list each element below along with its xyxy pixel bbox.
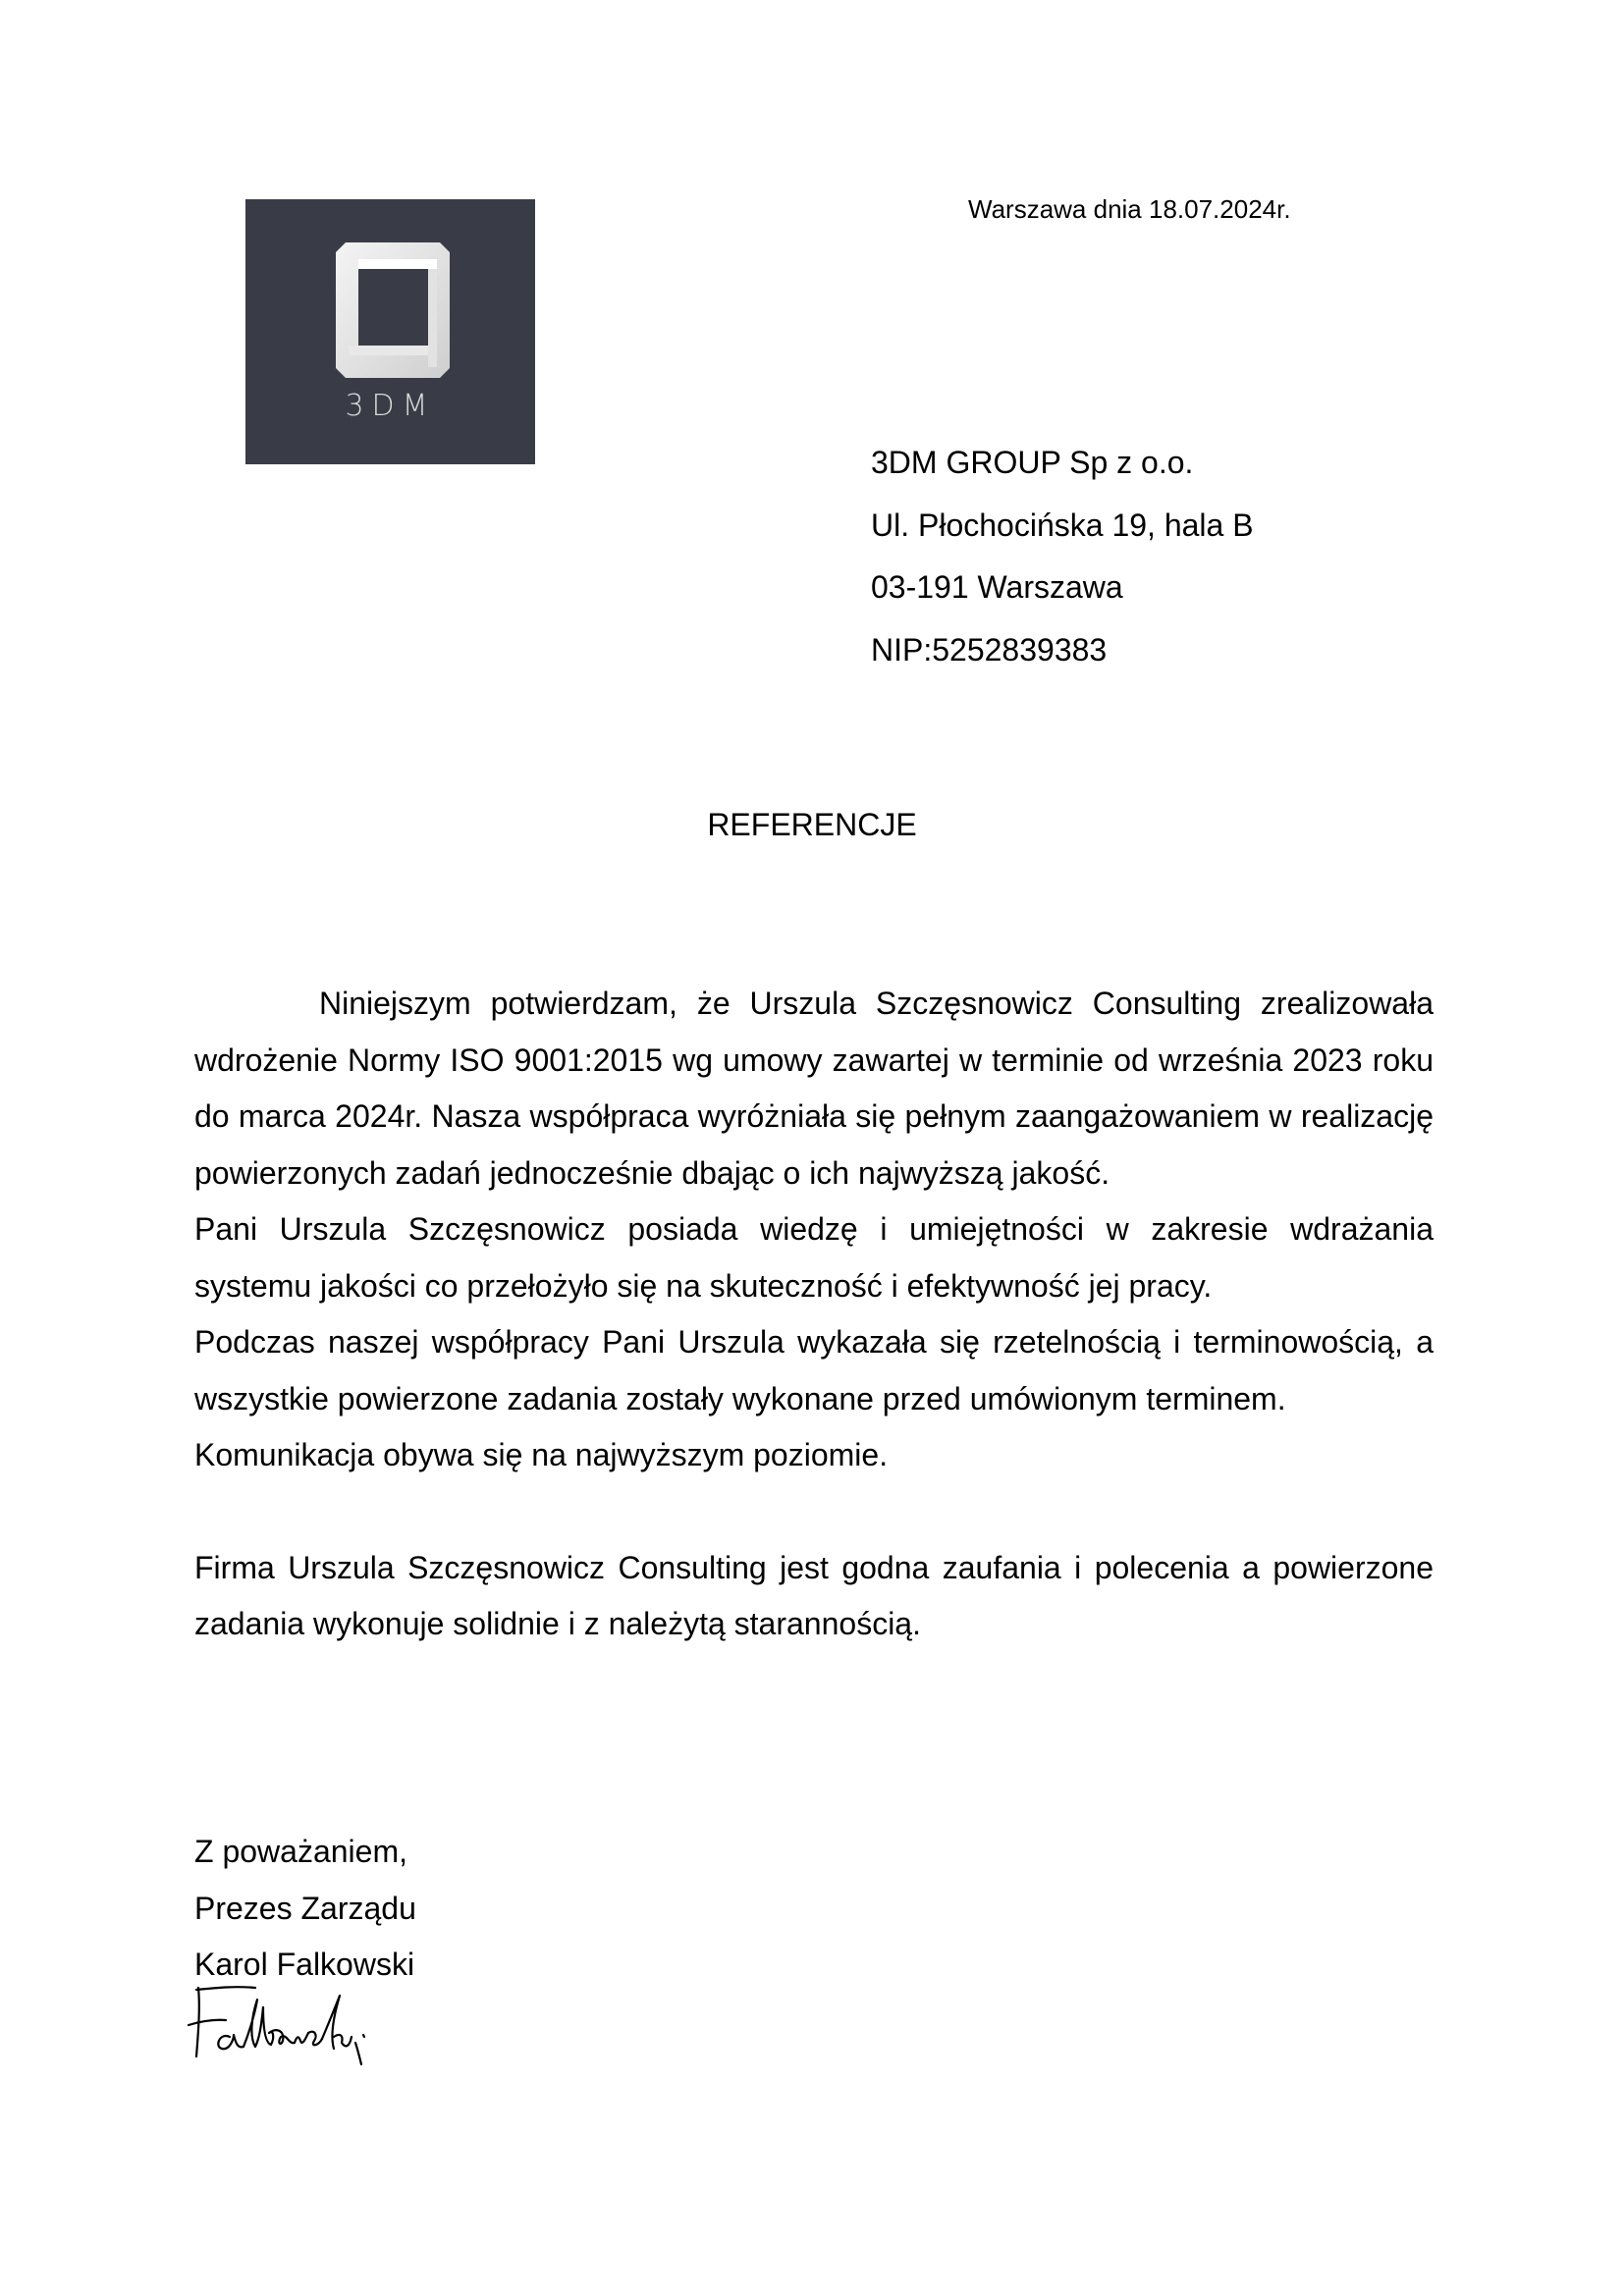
paragraph: Pani Urszula Szczęsnowicz posiada wiedzę i umiejętności w zakresie wdrażania systemu jakości co przełożyło się na skuteczność i efektywność jej pracy.	[194, 1211, 1434, 1304]
company-logo	[245, 199, 535, 464]
handwritten-signature	[187, 1978, 412, 2076]
recipient-address	[871, 432, 1254, 681]
paragraph: Komunikacja obywa się na najwyższym poziomie.	[194, 1437, 889, 1472]
recipient-nip: NIP:5252839383	[871, 631, 1108, 667]
paragraph: Firma Urszula Szczęsnowicz Consulting jest godna zaufania i polecenia a powierzone zadania wykonuje solidnie i z należytą starannością.	[194, 1549, 1434, 1641]
closing-block	[194, 1824, 416, 1994]
paragraph: Podczas naszej współpracy Pani Urszula wykazała się rzetelnością i terminowością, a wszystkie powierzone zadania zostały wykonane przed umówionym terminem.	[194, 1324, 1434, 1416]
date-line: Warszawa dnia 18.07.2024r.	[968, 194, 1291, 224]
salutation: Z poważaniem,	[194, 1834, 407, 1869]
letter-body	[194, 976, 1434, 1653]
recipient-company: 3DM GROUP Sp z o.o.	[871, 445, 1194, 480]
logo-frame-icon	[245, 199, 535, 464]
signer-position: Prezes Zarządu	[194, 1890, 416, 1926]
signer-name: Karol Falkowski	[194, 1947, 415, 1982]
document-title: REFERENCJE	[707, 807, 917, 842]
paragraph: Niniejszym potwierdzam, że Urszula Szczęsnowicz Consulting zrealizowała wdrożenie Normy ISO 9001:2015 wg umowy zawartej w terminie od września 2023 roku do marca 2024r. Nasza współpraca wyróżniała się pełnym zaangażowaniem w realizację powierzonych zadań jednocześnie dbając o ich najwyższą jakość.	[194, 986, 1434, 1191]
recipient-city: 03-191 Warszawa	[871, 569, 1123, 605]
logo-text: 3DM	[345, 389, 436, 423]
recipient-street: Ul. Płochocińska 19, hala B	[871, 507, 1254, 543]
paragraph-spacer	[194, 1484, 1434, 1540]
